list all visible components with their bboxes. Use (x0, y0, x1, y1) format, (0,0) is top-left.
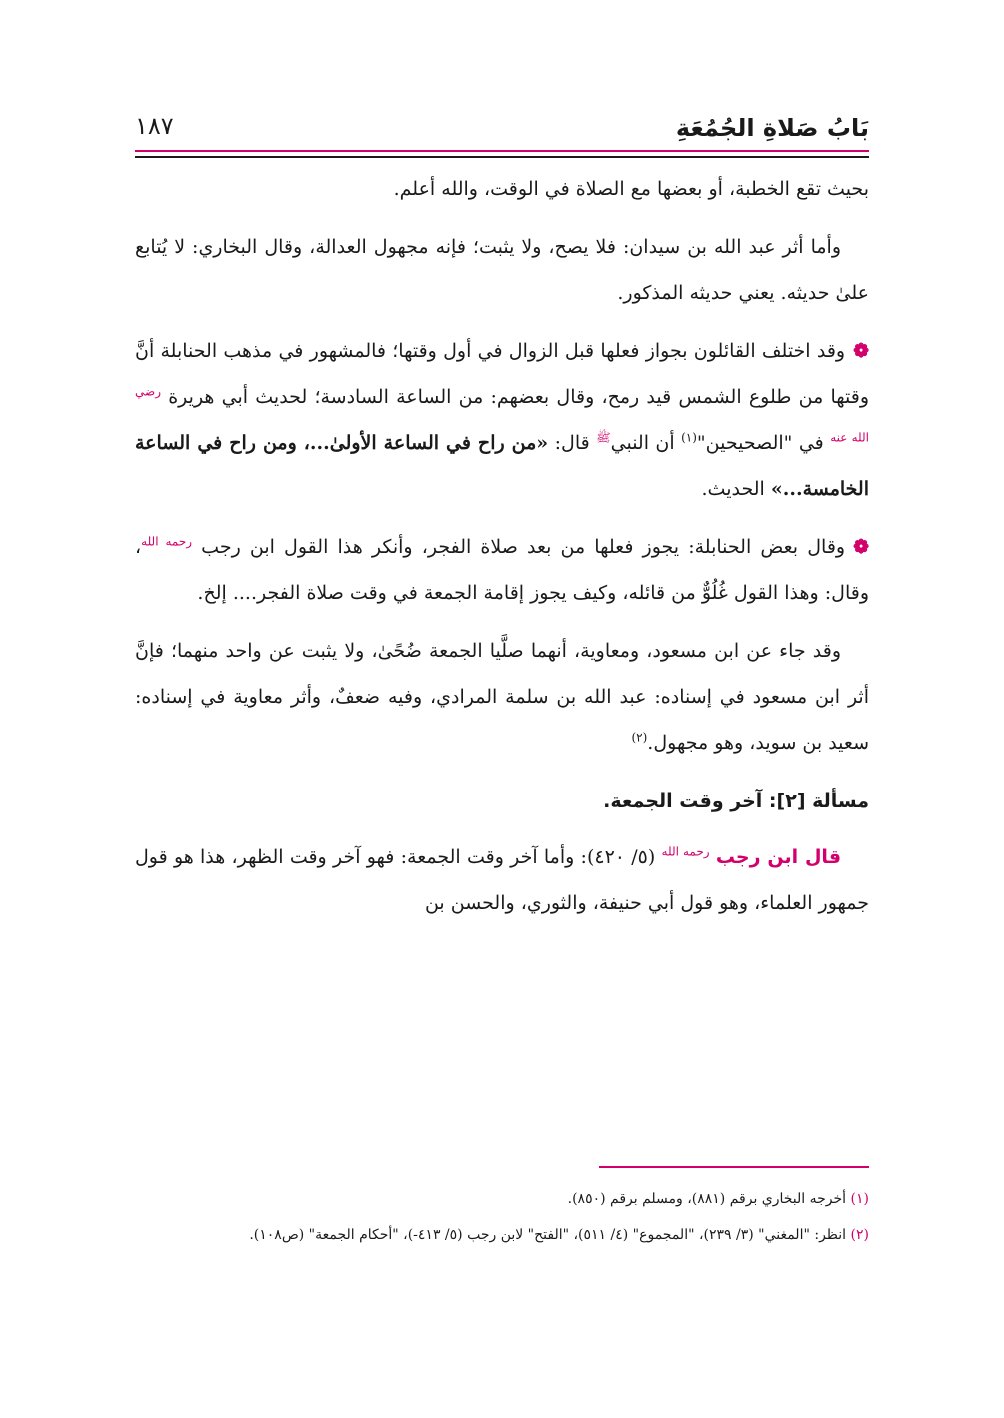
page-body (135, 166, 869, 938)
masala-heading: مسألة [٢]: آخر وقت الجمعة. (603, 790, 869, 812)
header-rule-accent (135, 150, 869, 152)
qala-ref: (٥/ ٤٢٠) (586, 846, 656, 868)
honorific-rahimahullah: رحمه الله (661, 844, 710, 859)
footnote-rule (599, 1166, 869, 1168)
paragraph-3-text-c: أن النبي (610, 432, 675, 454)
paragraph-4-text-a: وقال بعض الحنابلة: يجوز فعلها من بعد صلاة الفجر، وأنكر هذا القول ابن رجب (201, 536, 846, 558)
qala-text: : وأما آخر وقت الجمعة: فهو آخر وقت الظهر، هذا هو قول جمهور العلماء، وهو قول أبي حنيفة، والثوري، والحسن بن (135, 846, 869, 914)
footnote-ref-1[interactable]: (١) (681, 430, 697, 445)
footnote-ref-2[interactable]: (٢) (631, 730, 648, 745)
flower-icon: ❁ (853, 536, 869, 558)
paragraph-3-text-e: الحديث. (701, 478, 765, 500)
footnote-2 (135, 1220, 869, 1250)
footnote-number: (٢) (850, 1227, 869, 1243)
paragraph-6 (135, 834, 869, 926)
honorific-radiyallah: رضي الله عنه (135, 384, 869, 445)
book-page (135, 0, 869, 1418)
paragraph-3-text-a: وقد اختلف القائلون بجواز فعلها قبل الزوال في أول وقتها؛ فالمشهور في مذهب الحنابلة أنَّ وقتها من طلوع الشمس قيد رمح، وقال بعضهم: من الساعة السادسة؛ لحديث أبي هريرة (135, 340, 869, 408)
paragraph-5-text: وقد جاء عن ابن مسعود، ومعاوية، أنهما صلَّيا الجمعة ضُحًىٰ، ولا يثبت عن واحد منهما؛ فإنَّ أثر ابن مسعود في إسناده: عبد الله بن سلمة المرادي، وفيه ضعفٌ، وأثر معاوية في إسناده: سعيد بن سويد، وهو مجهول. (135, 640, 869, 754)
flower-icon: ❁ (853, 340, 869, 362)
qala-label: قال ابن رجب (715, 846, 842, 868)
footnote-text: أخرجه البخاري برقم (٨٨١)، ومسلم برقم (٨٥٠). (567, 1191, 847, 1207)
page-number: ١٨٧ (135, 112, 174, 140)
paragraph-1: بحيث تقع الخطبة، أو بعضها مع الصلاة في الوقت، والله أعلم. (393, 178, 869, 200)
paragraph-3-text-b: في "الصحيحين" (696, 432, 824, 454)
paragraph-2: وأما أثر عبد الله بن سيدان: فلا يصح، ولا يثبت؛ فإنه مجهول العدالة، وقال البخاري: لا يُتابع علىٰ حديثه. يعني حديثه المذكور. (135, 236, 869, 304)
paragraph-4 (135, 524, 869, 616)
footnote-text: انظر: "المغني" (٣/ ٢٣٩)، "المجموع" (٤/ ٥١١)، "الفتح" لابن رجب (٥/ ٤١٣-)، "أحكام الجمعة" (ص١٠٨). (249, 1227, 847, 1243)
honorific-salla: ﷺ (596, 430, 611, 445)
honorific-rahimahullah: رحمه الله (141, 534, 193, 549)
paragraph-3 (135, 328, 869, 512)
footnote-number: (١) (850, 1191, 869, 1207)
header-rule-dark (135, 156, 869, 158)
paragraph-3-text-d: قال: (554, 432, 590, 454)
hadith-quote: «من راح في الساعة الأولىٰ...، ومن راح في الساعة الخامسة...» (135, 432, 869, 500)
page-header (135, 108, 869, 148)
footnote-1 (135, 1184, 869, 1214)
footnotes (135, 1184, 869, 1256)
paragraph-5 (135, 628, 869, 766)
paragraph-4-text-b: ، وقال: وهذا القول غُلُوٌّ من قائله، وكيف يجوز إقامة الجمعة في وقت صلاة الفجر.... إلخ. (135, 536, 869, 604)
chapter-title: بَابُ صَلاةِ الجُمُعَةِ (675, 114, 869, 142)
